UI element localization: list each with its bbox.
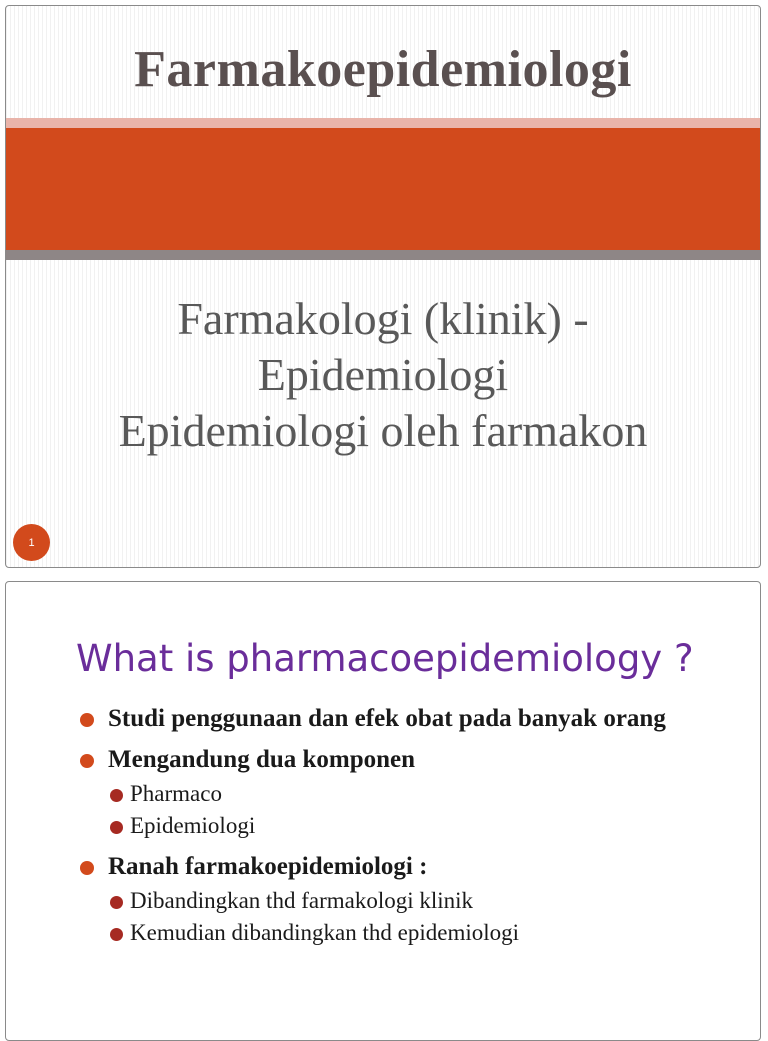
bullet-text: Ranah farmakoepidemiologi : bbox=[108, 853, 428, 880]
bullet-text: Mengandung dua komponen bbox=[108, 746, 416, 773]
bullet-dot-icon bbox=[80, 754, 94, 768]
sub-bullet-list bbox=[78, 885, 718, 949]
bullet-item bbox=[78, 743, 718, 776]
subtitle-line-3: Epidemiologi oleh farmakon bbox=[118, 405, 648, 456]
page-number-badge: 1 bbox=[13, 524, 50, 561]
sub-bullet-text: Pharmaco bbox=[130, 781, 222, 806]
bullet-dot-icon bbox=[80, 713, 94, 727]
accent-band bbox=[6, 128, 760, 250]
sub-bullet-item bbox=[78, 810, 718, 842]
subtitle-line-1: Farmakologi (klinik) - bbox=[177, 293, 589, 344]
slide-subtitle bbox=[6, 291, 760, 459]
sub-bullet-item bbox=[78, 885, 718, 917]
subtitle-line-2: Epidemiologi bbox=[257, 349, 509, 400]
bullet-item bbox=[78, 702, 718, 735]
accent-band-light bbox=[6, 118, 760, 128]
bullet-dot-icon bbox=[80, 861, 94, 875]
sub-bullet-dot-icon bbox=[110, 896, 123, 909]
sub-bullet-dot-icon bbox=[110, 821, 123, 834]
sub-bullet-dot-icon bbox=[110, 789, 123, 802]
sub-bullet-text: Dibandingkan thd farmakologi klinik bbox=[130, 888, 474, 913]
sub-bullet-item bbox=[78, 917, 718, 949]
slide-title: Farmakoepidemiologi bbox=[134, 41, 632, 98]
sub-bullet-list bbox=[78, 778, 718, 842]
title-slide bbox=[5, 5, 761, 568]
content-slide bbox=[5, 581, 761, 1041]
bullet-item bbox=[78, 850, 718, 883]
slide-heading: What is pharmacoepidemiology ? bbox=[76, 637, 694, 680]
bullet-list bbox=[78, 702, 718, 957]
sub-bullet-dot-icon bbox=[110, 928, 123, 941]
sub-bullet-item bbox=[78, 778, 718, 810]
sub-bullet-text: Kemudian dibandingkan thd epidemiologi bbox=[130, 920, 520, 945]
accent-band-gray bbox=[6, 250, 760, 260]
sub-bullet-text: Epidemiologi bbox=[130, 813, 256, 838]
bullet-text: Studi penggunaan dan efek obat pada banyak orang bbox=[108, 705, 666, 732]
